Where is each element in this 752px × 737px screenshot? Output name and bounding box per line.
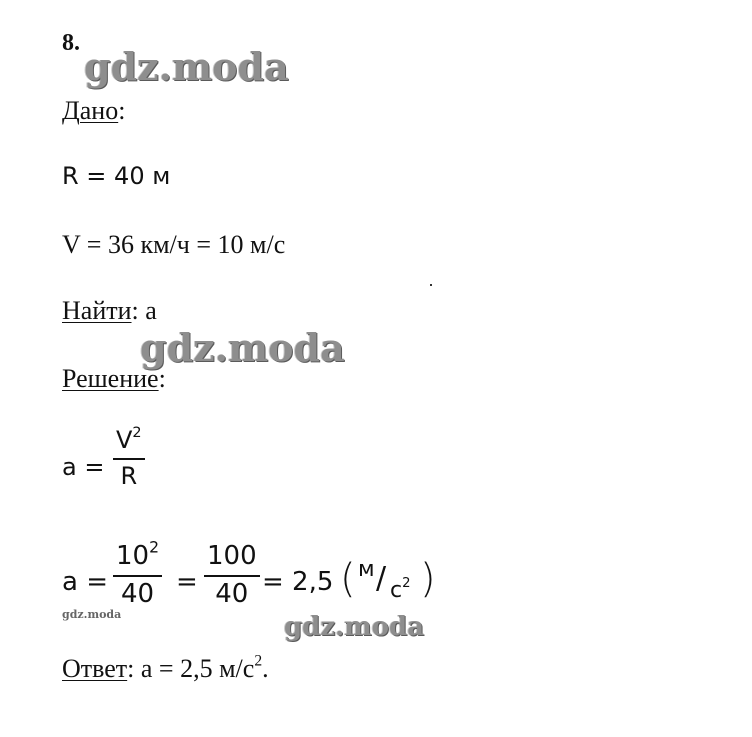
calc-fraction-2 [204,543,260,607]
answer-exponent: 2 [254,652,263,670]
unit-slash: / [376,561,387,596]
find-rest: : a [131,296,157,325]
problem-number: 8. [62,30,80,56]
calc-frac1-denominator: 40 [120,578,155,609]
formula-numerator: $V^2$ [116,425,142,454]
watermark: gdz.moda [84,44,289,89]
calc-frac2-numerator: 100 [207,541,257,571]
solution-heading: Решение [62,364,159,393]
answer-text: : a = 2,5 м/с [127,654,255,683]
calc-equals-1: = [176,567,198,597]
given-heading-line [62,96,125,126]
find-heading: Найти [62,296,132,325]
scan-dot [430,284,432,286]
unit-close-paren: ) [420,556,436,602]
answer-heading: Ответ [62,654,128,683]
calc-result: = 2,5 [262,567,334,597]
fraction-bar [113,458,145,460]
answer-end: . [262,654,269,683]
formula-denominator: R [120,461,138,490]
given-speed: V = 36 км/ч = 10 м/с [62,230,286,259]
unit-open-paren: ( [340,556,356,602]
unit-numerator: м [358,557,375,582]
formula-lhs: a = [62,453,105,481]
answer-line [62,654,269,684]
fraction-bar [113,575,162,577]
formula-fraction [113,425,145,490]
watermark: gdz.moda [284,612,425,642]
calc-fraction-1 [113,538,162,609]
find-line [62,296,157,326]
calc-frac1-numerator: $10^2$ [116,538,160,571]
given-colon: : [118,96,126,125]
given-radius: R = 40 м [62,162,171,190]
watermark: gdz.moda [140,325,345,370]
watermark: gdz.moda [62,608,122,621]
calc-frac2-denominator: 40 [215,578,249,609]
unit-denominator: $с^2$ [390,576,411,603]
given-heading: Дано [62,96,119,125]
fraction-bar [204,575,260,577]
calc-lhs: a = [62,567,108,597]
solution-colon: : [158,364,166,393]
solution-heading-line [62,364,166,394]
